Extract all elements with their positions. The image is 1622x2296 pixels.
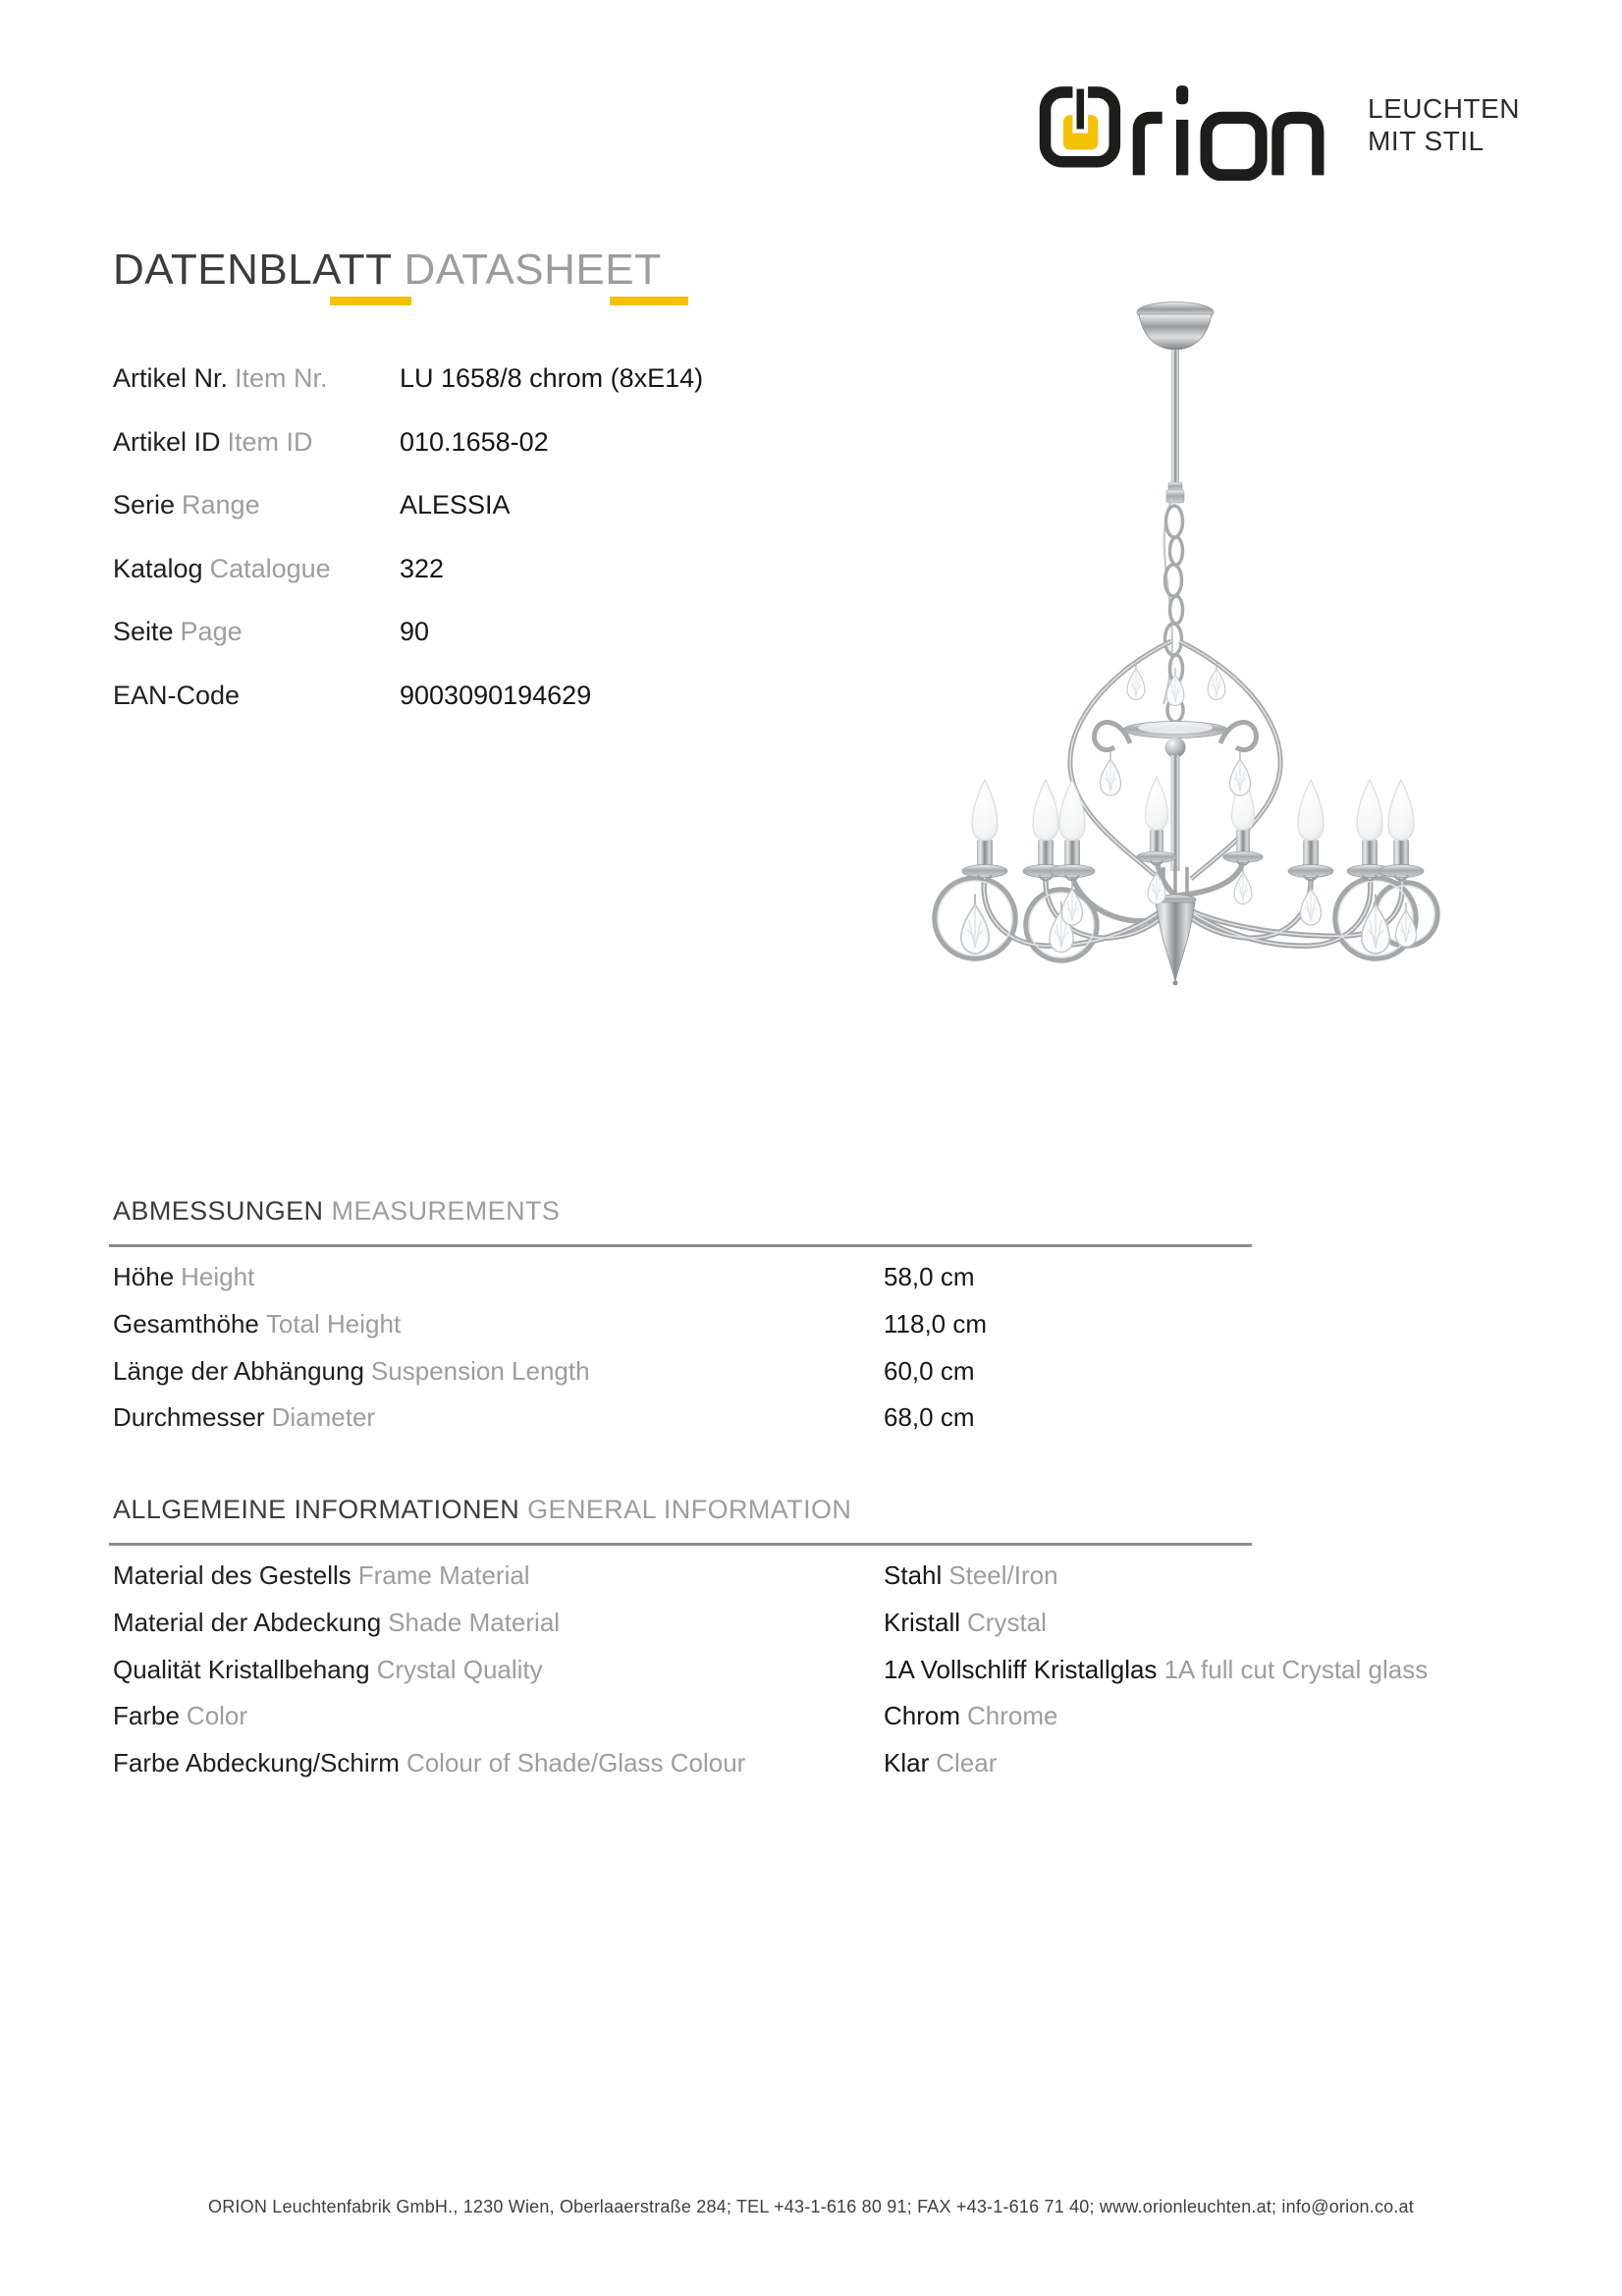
row-value-de: ALESSIA [400,490,511,519]
row-value [884,1748,997,1778]
chandelier-suspension [1137,302,1214,723]
table-row [113,1560,1507,1608]
row-value-de: 58,0 cm [884,1262,975,1291]
row-value [400,427,556,458]
row-label [113,427,313,457]
row-label-en: Catalogue [209,553,331,583]
measurements-table [113,1262,1507,1449]
row-label-de: Farbe [113,1701,180,1731]
row-label [113,1356,590,1386]
row-label-en: Colour of Shade/Glass Colour [406,1748,746,1778]
row-label [113,363,328,393]
row-value [884,1402,982,1433]
row-label-en: Range [182,490,260,519]
logo-tagline [1368,92,1520,157]
row-value-de: Chrom [884,1701,961,1731]
orion-wordmark [1036,71,1350,181]
row-label-en: Item ID [227,426,313,457]
row-value [400,554,451,584]
row-value [884,1655,1428,1685]
table-row [113,427,859,491]
row-value-en: 1A full cut Crystal glass [1163,1654,1429,1684]
row-label-de: Länge der Abhängung [113,1355,364,1386]
footer-text: ORION Leuchtenfabrik GmbH., 1230 Wien, Oberlaaerstraße 284; TEL +43-1-616 80 91; FAX +43-1-616 71 40; www.orionleuchten.at; info@orion.co.at [208,2197,1414,2216]
row-label-de: Seite [113,617,174,646]
section-divider [109,1543,1252,1546]
row-label-de: Material des Gestells [113,1560,351,1590]
row-value [884,1309,994,1339]
row-label-en: Page [180,617,243,646]
row-label-de: Katalog [113,553,203,583]
row-label [113,554,331,583]
row-value [400,490,517,520]
general-info-table [113,1560,1507,1795]
row-value-de: Klar [884,1748,930,1778]
row-value-en: Chrome [967,1701,1058,1731]
title-underline-de [330,297,411,305]
row-value-en: Crystal [967,1607,1047,1637]
section-title-en: MEASUREMENTS [331,1196,561,1226]
row-label [113,681,246,710]
logo-letter-o-mark [1046,87,1115,162]
table-row [113,1262,1507,1309]
row-value [884,1701,1058,1731]
row-label-en: Shade Material [388,1607,561,1637]
chandelier-candles [962,777,1424,880]
row-label-de: Gesamthöhe [113,1308,259,1339]
row-value [884,1608,1047,1638]
table-row [113,363,859,427]
row-value-de: 1A Vollschliff Kristallglas [884,1654,1158,1684]
page-title [113,246,661,295]
row-label-en: Suspension Length [370,1355,590,1386]
row-label-en: Height [181,1262,255,1291]
row-label [113,1402,375,1432]
row-value [400,681,598,711]
row-value [884,1560,1058,1591]
section-title-en: GENERAL INFORMATION [527,1495,852,1524]
table-row [113,1655,1507,1702]
row-value [400,617,436,647]
row-value [884,1356,982,1387]
row-label-en: Crystal Quality [376,1654,543,1684]
section-header-measurements [113,1196,560,1227]
row-label-de: Artikel Nr. [113,363,229,393]
section-title-de: ABMESSUNGEN [113,1196,324,1226]
table-row [113,1701,1507,1748]
row-label-en: Total Height [265,1308,402,1339]
row-label-de: Material der Abdeckung [113,1607,382,1637]
row-label [113,1262,254,1291]
row-label-de: Qualität Kristallbehang [113,1654,370,1684]
row-label-de: EAN-Code [113,680,241,710]
row-label [113,490,260,519]
row-label [113,1655,543,1684]
logo-tagline-line2: MIT STIL [1368,126,1485,156]
row-label-de: Farbe Abdeckung/Schirm [113,1748,400,1778]
row-label-en: Diameter [271,1402,376,1433]
row-value-de: 322 [400,553,445,583]
row-value-de: 90 [400,617,430,646]
table-row [113,1608,1507,1655]
row-label-de: Durchmesser [113,1402,265,1433]
row-value-de: 9003090194629 [400,680,592,710]
section-title-de: ALLGEMEINE INFORMATIONEN [113,1495,520,1524]
product-info-table [113,363,859,743]
row-label-de: Serie [113,490,176,519]
row-label [113,1309,401,1339]
row-value-de: LU 1658/8 chrom (8xE14) [400,363,704,393]
row-label-en: Item Nr. [235,363,328,393]
logo-letters-rion [1139,85,1318,175]
row-label [113,1701,247,1730]
row-label [113,1748,745,1777]
row-value-de: 60,0 cm [884,1355,975,1386]
product-image-chandelier [918,280,1443,997]
table-row [113,1748,1507,1795]
table-row [113,554,859,618]
page-title-de: DATENBLATT [113,246,392,294]
logo-tagline-line1: LEUCHTEN [1368,93,1520,124]
row-label [113,617,243,646]
row-value-en: Clear [936,1748,998,1778]
table-row [113,1309,1507,1356]
table-row [113,1402,1507,1449]
row-value-de: 010.1658-02 [400,426,549,457]
row-value [884,1262,982,1292]
row-value-de: 68,0 cm [884,1402,975,1433]
row-value [400,363,710,394]
table-row [113,490,859,554]
section-divider [109,1244,1252,1247]
row-label-en: Frame Material [357,1560,530,1590]
row-value-de: 118,0 cm [884,1308,988,1339]
row-label-de: Höhe [113,1262,175,1291]
table-row [113,617,859,681]
logo-pendant-cord [1074,87,1086,132]
title-underline-en [610,297,688,305]
chandelier-stem [1123,722,1227,872]
row-value-de: Kristall [884,1607,961,1637]
row-label [113,1608,560,1637]
section-header-general [113,1495,851,1525]
orion-logo [1036,71,1527,181]
row-value-en: Steel/Iron [948,1560,1058,1590]
page-title-en: DATASHEET [391,246,662,294]
table-row [113,1356,1507,1403]
row-value-de: Stahl [884,1560,943,1590]
table-row [113,681,859,744]
row-label-en: Color [186,1701,248,1731]
row-label-de: Artikel ID [113,426,221,457]
row-label [113,1560,530,1590]
